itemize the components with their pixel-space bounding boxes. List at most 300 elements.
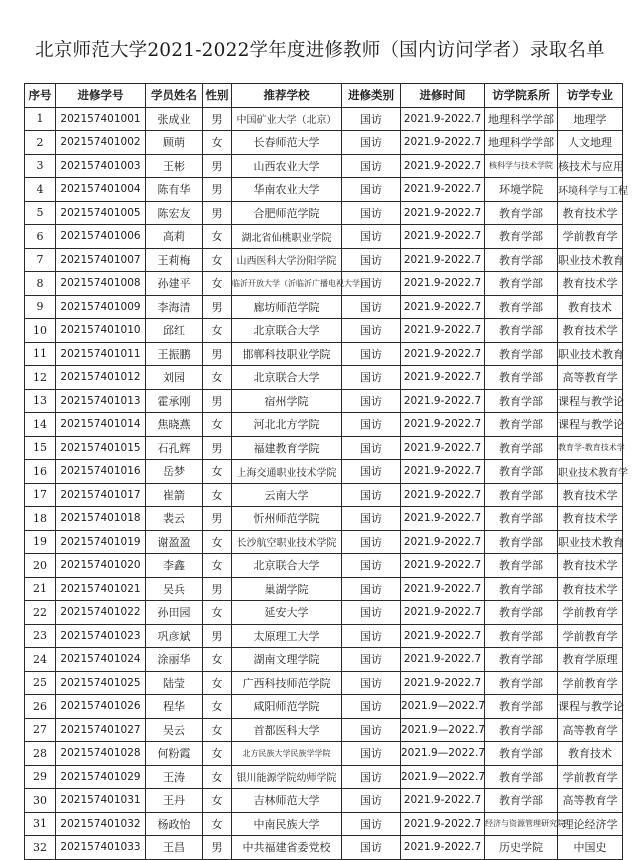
study-type-cell: 国访 bbox=[342, 319, 401, 343]
study-type-cell: 国访 bbox=[342, 366, 401, 390]
host-department-cell: 教育学部 bbox=[485, 601, 558, 625]
study-period-cell: 2021.9-2022.7 bbox=[401, 319, 485, 343]
host-major-cell: 教育技术学 bbox=[558, 201, 623, 225]
table-row bbox=[25, 483, 623, 507]
study-type-cell: 国访 bbox=[342, 648, 401, 672]
study-type-cell: 国访 bbox=[342, 577, 401, 601]
gender-cell: 男 bbox=[203, 342, 232, 366]
recommending-school-cell: 中南民族大学 bbox=[232, 812, 342, 836]
student-name-cell: 谢盈盈 bbox=[146, 530, 203, 554]
table-row bbox=[25, 789, 623, 813]
host-major-cell: 学前教育学 bbox=[558, 225, 623, 249]
student-id-cell: 202157401006 bbox=[56, 225, 146, 249]
host-major-cell: 教育技术 bbox=[558, 742, 623, 766]
column-header: 进修学号 bbox=[56, 84, 146, 108]
study-period-cell: 2021.9-2022.7 bbox=[401, 460, 485, 484]
recommending-school-cell: 湖北省仙桃职业学院 bbox=[232, 225, 342, 249]
student-id-cell: 202157401004 bbox=[56, 178, 146, 202]
student-name-cell: 陈有华 bbox=[146, 178, 203, 202]
host-department-cell: 教育学部 bbox=[485, 272, 558, 296]
student-id-cell: 202157401022 bbox=[56, 601, 146, 625]
study-period-cell: 2021.9-2022.7 bbox=[401, 248, 485, 272]
study-period-cell: 2021.9-2022.7 bbox=[401, 671, 485, 695]
gender-cell: 女 bbox=[203, 413, 232, 437]
study-type-cell: 国访 bbox=[342, 131, 401, 155]
host-major-cell: 教育学原理 bbox=[558, 648, 623, 672]
study-period-cell: 2021.9—2022.7 bbox=[401, 742, 485, 766]
column-header: 访学专业 bbox=[558, 84, 623, 108]
host-major-cell: 教育技术学 bbox=[558, 507, 623, 531]
host-department-cell: 教育学部 bbox=[485, 248, 558, 272]
study-type-cell: 国访 bbox=[342, 507, 401, 531]
student-id-cell: 202157401008 bbox=[56, 272, 146, 296]
gender-cell: 男 bbox=[203, 507, 232, 531]
host-major-cell: 职业技术教育 bbox=[558, 248, 623, 272]
table-row bbox=[25, 107, 623, 131]
table-row bbox=[25, 507, 623, 531]
gender-cell: 女 bbox=[203, 695, 232, 719]
table-row bbox=[25, 695, 623, 719]
recommending-school-cell: 北京联合大学 bbox=[232, 319, 342, 343]
table-header-row bbox=[25, 84, 623, 108]
recommending-school-cell: 银川能源学院幼师学院 bbox=[232, 765, 342, 789]
host-major-cell: 学前教育学 bbox=[558, 671, 623, 695]
study-type-cell: 国访 bbox=[342, 460, 401, 484]
recommending-school-cell: 延安大学 bbox=[232, 601, 342, 625]
gender-cell: 女 bbox=[203, 319, 232, 343]
table-row bbox=[25, 131, 623, 155]
host-department-cell: 教育学部 bbox=[485, 577, 558, 601]
student-id-cell: 202157401033 bbox=[56, 836, 146, 860]
study-type-cell: 国访 bbox=[342, 436, 401, 460]
row-number-cell: 7 bbox=[25, 248, 56, 272]
student-name-cell: 王莉梅 bbox=[146, 248, 203, 272]
column-header: 推荐学校 bbox=[232, 84, 342, 108]
host-major-cell: 课程与教学论 bbox=[558, 695, 623, 719]
gender-cell: 男 bbox=[203, 178, 232, 202]
study-type-cell: 国访 bbox=[342, 554, 401, 578]
student-name-cell: 张成业 bbox=[146, 107, 203, 131]
recommending-school-cell: 北京联合大学 bbox=[232, 554, 342, 578]
row-number-cell: 16 bbox=[25, 460, 56, 484]
row-number-cell: 20 bbox=[25, 554, 56, 578]
row-number-cell: 9 bbox=[25, 295, 56, 319]
recommending-school-cell: 湖南文理学院 bbox=[232, 648, 342, 672]
gender-cell: 女 bbox=[203, 742, 232, 766]
student-name-cell: 陆莹 bbox=[146, 671, 203, 695]
gender-cell: 女 bbox=[203, 225, 232, 249]
student-id-cell: 202157401032 bbox=[56, 812, 146, 836]
study-period-cell: 2021.9-2022.7 bbox=[401, 601, 485, 625]
host-major-cell: 高等教育学 bbox=[558, 789, 623, 813]
table-row bbox=[25, 295, 623, 319]
document-title: 北京师范大学2021-2022学年度进修教师（国内访问学者）录取名单 bbox=[35, 40, 605, 61]
row-number-cell: 31 bbox=[25, 812, 56, 836]
student-id-cell: 202157401015 bbox=[56, 436, 146, 460]
column-header: 访学院系所 bbox=[485, 84, 558, 108]
recommending-school-cell: 北方民族大学民族学学院 bbox=[232, 742, 342, 766]
study-period-cell: 2021.9—2022.7 bbox=[401, 695, 485, 719]
recommending-school-cell: 山西农业大学 bbox=[232, 154, 342, 178]
study-type-cell: 国访 bbox=[342, 671, 401, 695]
table-row bbox=[25, 530, 623, 554]
gender-cell: 男 bbox=[203, 107, 232, 131]
host-major-cell: 教育技术学 bbox=[558, 483, 623, 507]
host-department-cell: 教育学部 bbox=[485, 507, 558, 531]
study-type-cell: 国访 bbox=[342, 342, 401, 366]
recommending-school-cell: 临沂开放大学（沂临沂广播电视大学） bbox=[232, 272, 342, 296]
host-department-cell: 核科学与技术学院 bbox=[485, 154, 558, 178]
host-department-cell: 教育学部 bbox=[485, 695, 558, 719]
host-department-cell: 教育学部 bbox=[485, 624, 558, 648]
host-department-cell: 教育学部 bbox=[485, 530, 558, 554]
student-id-cell: 202157401023 bbox=[56, 624, 146, 648]
host-department-cell: 教育学部 bbox=[485, 413, 558, 437]
table-row bbox=[25, 178, 623, 202]
recommending-school-cell: 忻州师范学院 bbox=[232, 507, 342, 531]
student-name-cell: 刘园 bbox=[146, 366, 203, 390]
row-number-cell: 21 bbox=[25, 577, 56, 601]
study-period-cell: 2021.9-2022.7 bbox=[401, 201, 485, 225]
recommending-school-cell: 北京联合大学 bbox=[232, 366, 342, 390]
study-type-cell: 国访 bbox=[342, 695, 401, 719]
row-number-cell: 8 bbox=[25, 272, 56, 296]
table-row bbox=[25, 154, 623, 178]
table-row bbox=[25, 319, 623, 343]
row-number-cell: 2 bbox=[25, 131, 56, 155]
study-period-cell: 2021.9-2022.7 bbox=[401, 389, 485, 413]
recommending-school-cell: 吉林师范大学 bbox=[232, 789, 342, 813]
row-number-cell: 1 bbox=[25, 107, 56, 131]
host-major-cell: 理论经济学 bbox=[558, 812, 623, 836]
row-number-cell: 19 bbox=[25, 530, 56, 554]
recommending-school-cell: 合肥师范学院 bbox=[232, 201, 342, 225]
study-period-cell: 2021.9-2022.7 bbox=[401, 413, 485, 437]
student-name-cell: 巩彦斌 bbox=[146, 624, 203, 648]
student-id-cell: 202157401009 bbox=[56, 295, 146, 319]
host-major-cell: 核技术与应用 bbox=[558, 154, 623, 178]
recommending-school-cell: 福建教育学院 bbox=[232, 436, 342, 460]
recommending-school-cell: 云南大学 bbox=[232, 483, 342, 507]
study-period-cell: 2021.9-2022.7 bbox=[401, 131, 485, 155]
host-department-cell: 教育学部 bbox=[485, 554, 558, 578]
student-id-cell: 202157401019 bbox=[56, 530, 146, 554]
study-period-cell: 2021.9-2022.7 bbox=[401, 483, 485, 507]
table-row bbox=[25, 366, 623, 390]
row-number-cell: 24 bbox=[25, 648, 56, 672]
host-department-cell: 教育学部 bbox=[485, 648, 558, 672]
host-department-cell: 地理科学学部 bbox=[485, 107, 558, 131]
study-period-cell: 2021.9-2022.7 bbox=[401, 366, 485, 390]
student-name-cell: 岳梦 bbox=[146, 460, 203, 484]
gender-cell: 男 bbox=[203, 436, 232, 460]
study-period-cell: 2021.9-2022.7 bbox=[401, 342, 485, 366]
table-row bbox=[25, 577, 623, 601]
gender-cell: 女 bbox=[203, 366, 232, 390]
table-row bbox=[25, 248, 623, 272]
recommending-school-cell: 上海交通职业技术学院 bbox=[232, 460, 342, 484]
host-major-cell: 职业技术教育 bbox=[558, 342, 623, 366]
table-row bbox=[25, 225, 623, 249]
row-number-cell: 27 bbox=[25, 718, 56, 742]
host-major-cell: 学前教育学 bbox=[558, 601, 623, 625]
host-department-cell: 教育学部 bbox=[485, 436, 558, 460]
host-department-cell: 教育学部 bbox=[485, 789, 558, 813]
host-major-cell: 课程与教学论 bbox=[558, 413, 623, 437]
student-id-cell: 202157401007 bbox=[56, 248, 146, 272]
recommending-school-cell: 廊坊师范学院 bbox=[232, 295, 342, 319]
host-department-cell: 经济与资源管理研究院 bbox=[485, 812, 558, 836]
column-header: 进修类别 bbox=[342, 84, 401, 108]
student-id-cell: 202157401025 bbox=[56, 671, 146, 695]
study-period-cell: 2021.9-2022.7 bbox=[401, 648, 485, 672]
study-period-cell: 2021.9-2022.7 bbox=[401, 107, 485, 131]
study-period-cell: 2021.9-2022.7 bbox=[401, 178, 485, 202]
study-type-cell: 国访 bbox=[342, 225, 401, 249]
host-major-cell: 教育技术学 bbox=[558, 319, 623, 343]
host-department-cell: 教育学部 bbox=[485, 295, 558, 319]
row-number-cell: 25 bbox=[25, 671, 56, 695]
host-major-cell: 高等教育学 bbox=[558, 718, 623, 742]
student-name-cell: 涂丽华 bbox=[146, 648, 203, 672]
study-type-cell: 国访 bbox=[342, 389, 401, 413]
row-number-cell: 17 bbox=[25, 483, 56, 507]
row-number-cell: 12 bbox=[25, 366, 56, 390]
table-row bbox=[25, 601, 623, 625]
student-name-cell: 王涛 bbox=[146, 765, 203, 789]
student-name-cell: 霍承刚 bbox=[146, 389, 203, 413]
study-period-cell: 2021.9-2022.7 bbox=[401, 789, 485, 813]
table-row bbox=[25, 413, 623, 437]
row-number-cell: 29 bbox=[25, 765, 56, 789]
row-number-cell: 26 bbox=[25, 695, 56, 719]
student-name-cell: 孙建平 bbox=[146, 272, 203, 296]
host-major-cell: 学前教育学 bbox=[558, 765, 623, 789]
study-period-cell: 2021.9-2022.7 bbox=[401, 436, 485, 460]
study-period-cell: 2021.9-2022.7 bbox=[401, 836, 485, 860]
host-major-cell: 人文地理 bbox=[558, 131, 623, 155]
table-row bbox=[25, 436, 623, 460]
student-name-cell: 崔箭 bbox=[146, 483, 203, 507]
student-name-cell: 李鑫 bbox=[146, 554, 203, 578]
column-header: 进修时间 bbox=[401, 84, 485, 108]
host-department-cell: 教育学部 bbox=[485, 460, 558, 484]
table-row bbox=[25, 671, 623, 695]
study-type-cell: 国访 bbox=[342, 836, 401, 860]
study-type-cell: 国访 bbox=[342, 624, 401, 648]
student-id-cell: 202157401003 bbox=[56, 154, 146, 178]
gender-cell: 女 bbox=[203, 812, 232, 836]
gender-cell: 女 bbox=[203, 248, 232, 272]
host-major-cell: 教育学-教育技术学 bbox=[558, 436, 623, 460]
student-id-cell: 202157401020 bbox=[56, 554, 146, 578]
student-id-cell: 202157401013 bbox=[56, 389, 146, 413]
table-row bbox=[25, 201, 623, 225]
study-type-cell: 国访 bbox=[342, 178, 401, 202]
host-department-cell: 环境学院 bbox=[485, 178, 558, 202]
student-name-cell: 吴兵 bbox=[146, 577, 203, 601]
student-name-cell: 焦晓燕 bbox=[146, 413, 203, 437]
study-type-cell: 国访 bbox=[342, 248, 401, 272]
recommending-school-cell: 山西医科大学汾阳学院 bbox=[232, 248, 342, 272]
student-id-cell: 202157401016 bbox=[56, 460, 146, 484]
host-department-cell: 历史学院 bbox=[485, 836, 558, 860]
student-name-cell: 王昌 bbox=[146, 836, 203, 860]
row-number-cell: 30 bbox=[25, 789, 56, 813]
recommending-school-cell: 中共福建省委党校 bbox=[232, 836, 342, 860]
row-number-cell: 32 bbox=[25, 836, 56, 860]
gender-cell: 女 bbox=[203, 530, 232, 554]
recommending-school-cell: 巢湖学院 bbox=[232, 577, 342, 601]
gender-cell: 男 bbox=[203, 295, 232, 319]
study-period-cell: 2021.9-2022.7 bbox=[401, 812, 485, 836]
student-id-cell: 202157401012 bbox=[56, 366, 146, 390]
study-period-cell: 2021.9-2022.7 bbox=[401, 154, 485, 178]
table-row bbox=[25, 342, 623, 366]
study-period-cell: 2021.9-2022.7 bbox=[401, 530, 485, 554]
student-name-cell: 王彬 bbox=[146, 154, 203, 178]
study-type-cell: 国访 bbox=[342, 483, 401, 507]
gender-cell: 女 bbox=[203, 554, 232, 578]
study-type-cell: 国访 bbox=[342, 765, 401, 789]
study-type-cell: 国访 bbox=[342, 742, 401, 766]
host-department-cell: 教育学部 bbox=[485, 483, 558, 507]
host-major-cell: 高等教育学 bbox=[558, 366, 623, 390]
table-row bbox=[25, 718, 623, 742]
row-number-cell: 10 bbox=[25, 319, 56, 343]
student-id-cell: 202157401018 bbox=[56, 507, 146, 531]
table-row bbox=[25, 742, 623, 766]
student-id-cell: 202157401029 bbox=[56, 765, 146, 789]
host-major-cell: 地理学 bbox=[558, 107, 623, 131]
recommending-school-cell: 河北北方学院 bbox=[232, 413, 342, 437]
host-major-cell: 职业技术教育 bbox=[558, 530, 623, 554]
host-major-cell: 环境科学与工程 bbox=[558, 178, 623, 202]
study-period-cell: 2021.9-2022.7 bbox=[401, 295, 485, 319]
host-department-cell: 教育学部 bbox=[485, 366, 558, 390]
host-major-cell: 课程与教学论 bbox=[558, 389, 623, 413]
study-type-cell: 国访 bbox=[342, 789, 401, 813]
gender-cell: 女 bbox=[203, 272, 232, 296]
gender-cell: 男 bbox=[203, 836, 232, 860]
student-name-cell: 孙田园 bbox=[146, 601, 203, 625]
gender-cell: 女 bbox=[203, 789, 232, 813]
study-type-cell: 国访 bbox=[342, 272, 401, 296]
student-id-cell: 202157401002 bbox=[56, 131, 146, 155]
student-name-cell: 邱红 bbox=[146, 319, 203, 343]
host-department-cell: 教育学部 bbox=[485, 742, 558, 766]
table-row bbox=[25, 554, 623, 578]
host-department-cell: 教育学部 bbox=[485, 225, 558, 249]
table-body bbox=[25, 107, 628, 859]
study-type-cell: 国访 bbox=[342, 201, 401, 225]
row-number-cell: 23 bbox=[25, 624, 56, 648]
host-major-cell: 教育技术学 bbox=[558, 554, 623, 578]
host-major-cell: 教育技术学 bbox=[558, 577, 623, 601]
host-department-cell: 教育学部 bbox=[485, 765, 558, 789]
row-number-cell: 22 bbox=[25, 601, 56, 625]
study-type-cell: 国访 bbox=[342, 812, 401, 836]
recommending-school-cell: 中国矿业大学（北京） bbox=[232, 107, 342, 131]
study-type-cell: 国访 bbox=[342, 601, 401, 625]
recommending-school-cell: 长春师范大学 bbox=[232, 131, 342, 155]
student-id-cell: 202157401014 bbox=[56, 413, 146, 437]
student-name-cell: 高莉 bbox=[146, 225, 203, 249]
row-number-cell: 14 bbox=[25, 413, 56, 437]
gender-cell: 女 bbox=[203, 483, 232, 507]
recommending-school-cell: 宿州学院 bbox=[232, 389, 342, 413]
row-number-cell: 4 bbox=[25, 178, 56, 202]
student-name-cell: 石孔辉 bbox=[146, 436, 203, 460]
study-type-cell: 国访 bbox=[342, 413, 401, 437]
study-period-cell: 2021.9-2022.7 bbox=[401, 577, 485, 601]
student-name-cell: 何粉霞 bbox=[146, 742, 203, 766]
row-number-cell: 28 bbox=[25, 742, 56, 766]
student-id-cell: 202157401031 bbox=[56, 789, 146, 813]
host-department-cell: 教育学部 bbox=[485, 718, 558, 742]
gender-cell: 女 bbox=[203, 460, 232, 484]
recommending-school-cell: 咸阳师范学院 bbox=[232, 695, 342, 719]
host-department-cell: 教育学部 bbox=[485, 342, 558, 366]
gender-cell: 女 bbox=[203, 648, 232, 672]
student-id-cell: 202157401011 bbox=[56, 342, 146, 366]
recommending-school-cell: 太原理工大学 bbox=[232, 624, 342, 648]
row-number-cell: 5 bbox=[25, 201, 56, 225]
gender-cell: 男 bbox=[203, 624, 232, 648]
study-period-cell: 2021.9-2022.7 bbox=[401, 272, 485, 296]
gender-cell: 男 bbox=[203, 201, 232, 225]
student-id-cell: 202157401024 bbox=[56, 648, 146, 672]
host-major-cell: 教育技术 bbox=[558, 295, 623, 319]
student-name-cell: 李海清 bbox=[146, 295, 203, 319]
host-major-cell: 学前教育学 bbox=[558, 624, 623, 648]
study-period-cell: 2021.9-2022.7 bbox=[401, 507, 485, 531]
study-type-cell: 国访 bbox=[342, 154, 401, 178]
row-number-cell: 6 bbox=[25, 225, 56, 249]
student-name-cell: 裴云 bbox=[146, 507, 203, 531]
gender-cell: 男 bbox=[203, 154, 232, 178]
study-type-cell: 国访 bbox=[342, 718, 401, 742]
student-name-cell: 杨政怡 bbox=[146, 812, 203, 836]
student-name-cell: 顾萌 bbox=[146, 131, 203, 155]
gender-cell: 女 bbox=[203, 718, 232, 742]
study-period-cell: 2021.9—2022.7 bbox=[401, 765, 485, 789]
row-number-cell: 15 bbox=[25, 436, 56, 460]
gender-cell: 女 bbox=[203, 765, 232, 789]
study-period-cell: 2021.9-2022.7 bbox=[401, 225, 485, 249]
student-id-cell: 202157401017 bbox=[56, 483, 146, 507]
study-type-cell: 国访 bbox=[342, 107, 401, 131]
table-row bbox=[25, 624, 623, 648]
student-id-cell: 202157401001 bbox=[56, 107, 146, 131]
table-row bbox=[25, 765, 623, 789]
student-id-cell: 202157401028 bbox=[56, 742, 146, 766]
recommending-school-cell: 长沙航空职业技术学院 bbox=[232, 530, 342, 554]
student-id-cell: 202157401005 bbox=[56, 201, 146, 225]
table-row bbox=[25, 389, 623, 413]
student-name-cell: 王丹 bbox=[146, 789, 203, 813]
student-id-cell: 202157401021 bbox=[56, 577, 146, 601]
study-type-cell: 国访 bbox=[342, 530, 401, 554]
student-id-cell: 202157401026 bbox=[56, 695, 146, 719]
study-period-cell: 2021.9—2022.7 bbox=[401, 718, 485, 742]
recommending-school-cell: 邯郸科技职业学院 bbox=[232, 342, 342, 366]
host-department-cell: 教育学部 bbox=[485, 389, 558, 413]
host-department-cell: 教育学部 bbox=[485, 671, 558, 695]
host-major-cell: 教育技术学 bbox=[558, 272, 623, 296]
study-period-cell: 2021.9-2022.7 bbox=[401, 624, 485, 648]
row-number-cell: 18 bbox=[25, 507, 56, 531]
